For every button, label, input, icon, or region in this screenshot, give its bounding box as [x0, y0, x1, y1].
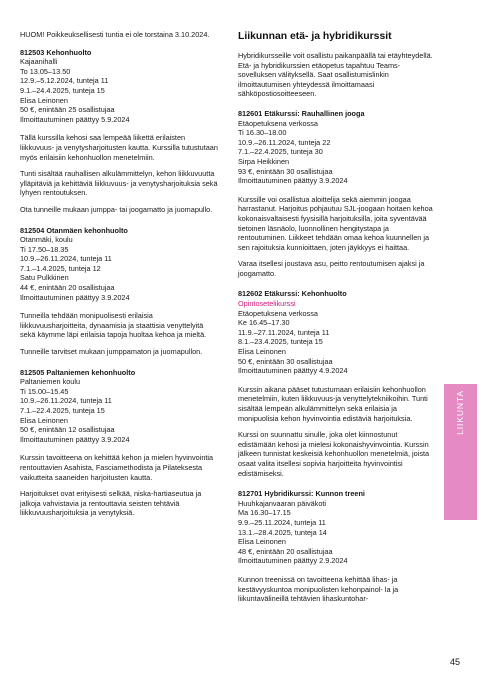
- course-description: Varaa itsellesi joustava asu, peitto rentoutumisen ajaksi ja joogamatto.: [238, 259, 425, 278]
- course-spring-dates: 9.1.–24.4.2025, tunteja 15: [20, 85, 105, 95]
- course-autumn-dates: 9.9.–25.11.2024, tunteja 11: [238, 517, 326, 527]
- voucher-course-badge: Opintosetelikurssi: [238, 299, 296, 309]
- course-price: 93 €, enintään 30 osallistujaa: [238, 166, 333, 176]
- course-spring-dates: 7.1.–1.4.2025, tunteja 12: [20, 263, 101, 273]
- course-location: Etäopetuksena verkossa: [238, 308, 318, 318]
- course-812503: [20, 48, 220, 125]
- course-location: Paltaniemen koulu: [20, 377, 81, 387]
- course-autumn-dates: 10.9.–26.11.2024, tunteja 11: [20, 254, 112, 264]
- course-registration-deadline: Ilmoittautuminen päättyy 3.9.2024: [238, 176, 348, 186]
- course-812504: [20, 226, 220, 303]
- course-registration-deadline: Ilmoittautuminen päättyy 3.9.2024: [20, 292, 130, 302]
- course-description: Tällä kurssilla kehosi saa lempeää liikettä erilaisten liikkuvuus- ja venytysharjoitusten kautta. Kurssilla tutustutaan myös erilaisiin kehonhuollon menetelmiin.: [20, 133, 218, 162]
- course-teacher: Elisa Leinonen: [20, 95, 68, 105]
- course-description: Tunneilla tehdään monipuolisesti erilaisia liikkuvuusharjoitteita, dynaamisia ja staattisia venyttelyitä sekä käymme läpi erilaisia tapoja huoltaa kehoa ja mieltä.: [20, 311, 207, 340]
- course-price: 50 €, enintään 25 osallistujaa: [20, 105, 115, 115]
- course-location: Huuhkajanvaaran päiväkoti: [238, 498, 327, 508]
- course-location: Etäopetuksena verkossa: [238, 118, 318, 128]
- course-spring-dates: 8.1.–23.4.2025, tunteja 15: [238, 337, 323, 347]
- course-teacher: Elisa Leinonen: [238, 347, 286, 357]
- course-description: Tunti sisältää rauhallisen alkulämmittelyn, kehon liikkuvuutta ylläpitäviä ja kehittäviä liikkuvuus- ja venytysharjoituksia sekä lyhyen rentoutuksen.: [20, 169, 218, 198]
- page-number: 45: [449, 657, 460, 667]
- course-registration-deadline: Ilmoittautuminen päättyy 3.9.2024: [20, 434, 130, 444]
- course-title: 812601 Etäkurssi: Rauhallinen jooga: [238, 108, 365, 118]
- course-time: To 13.05–13.50: [20, 66, 71, 76]
- course-teacher: Elisa Leinonen: [20, 415, 68, 425]
- course-autumn-dates: 10.9.–26.11.2024, tunteja 11: [20, 396, 112, 406]
- course-description: Kunnon treenissä on tavoitteena kehittää lihas- ja kestävyyskuntoa monipuolisten kehonpainol- la ja liikuntavälineillä tehtävien lihaskuntohar-: [238, 574, 399, 604]
- course-description: Kurssi on suunnattu sinulle, joka olet kiinnostunut edistämään kehosi ja mielesi kokonaishyvinvointia. Kurssin jälkeen tunnistat keskeisiä kehonhuollon menetelmiä, joista osaat valita itsellesi sopivia harjoitteita hyvinvointisi edistämiseksi.: [238, 430, 430, 478]
- course-teacher: Sirpa Heikkinen: [238, 156, 290, 166]
- course-registration-deadline: Ilmoittautuminen päättyy 2.9.2024: [238, 556, 348, 566]
- course-spring-dates: 7.1.–22.4.2025, tunteja 15: [20, 406, 105, 415]
- course-812701: [238, 489, 436, 566]
- intro-note: HUOM! Poikkeuksellisesti tuntia ei ole torstaina 3.10.2024.: [20, 30, 210, 39]
- course-registration-deadline: Ilmoittautuminen päättyy 4.9.2024: [238, 366, 348, 376]
- course-autumn-dates: 12.9.–5.12.2024, tunteja 11: [20, 76, 109, 86]
- course-location: Kajaanihalli: [20, 57, 58, 67]
- left-column: [20, 30, 220, 525]
- section-tab: [444, 384, 477, 520]
- section-tab-label: LIIKUNTA: [455, 390, 465, 435]
- right-column: [238, 30, 436, 611]
- course-title: 812505 Paltaniemen kehonhuolto: [20, 367, 136, 377]
- course-description: Kurssin aikana pääset tutustumaan erilaisiin kehonhuollon menetelmiin, kuten liikkuvuus-ja venyttelytekniikoihin. Tunti sisältää lempeän alkulämmittelyn sekä erilaisia ja monipuolisia kehon hyvinvointia edistäviä harjoituksia.: [238, 384, 428, 423]
- course-registration-deadline: Ilmoittautuminen päättyy 5.9.2024: [20, 114, 130, 124]
- course-title: 812602 Etäkurssi: Kehonhuolto: [238, 289, 347, 299]
- course-title: 812504 Otanmäen kehonhuolto: [20, 225, 128, 235]
- course-time: Ti 16.30–18.00: [238, 128, 287, 138]
- course-price: 50 €, enintään 12 osallistujaa: [20, 425, 115, 435]
- course-time: Ke 16.45–17.30: [238, 318, 290, 328]
- course-time: Ma 16.30–17.15: [238, 508, 291, 518]
- course-812505: [20, 368, 220, 445]
- course-price: 44 €, enintään 20 osallistujaa: [20, 283, 115, 293]
- course-description: Ota tunneille mukaan jumppa- tai joogamatto ja juomapullo.: [20, 204, 213, 214]
- course-description: Kurssille voi osallistua aloittelija sekä aiemmin joogaa harrastanut. Harjoitus pohjautuu SJL-joogaan hoitaen kehoa kokonaisvaltaisesti fyysisillä harjoituksilla, joita syventävää tietoinen läsnäolo, luonnollinen hengitystapa ja rentoutuminen. Liikkeet tehdään omaa kehoa kuunnellen ja sen rajoituksia kunnioittaen, joten jäykkyys ei haittaa.: [238, 194, 433, 252]
- course-title: 812701 Hybridikurssi: Kunnon treeni: [238, 489, 365, 499]
- course-price: 50 €, enintään 30 osallistujaa: [238, 356, 333, 366]
- section-heading: Liikunnan etä- ja hybridikurssit: [238, 31, 392, 42]
- section-intro-line: Etä- ja hybridikurssien etäopetus tapahtuu Teams-sovelluksen välityksellä. Saat osallistumislinkin ilmoittautumisen yhteydessä ilmoittamaasi sähköpostiosoitteeseen.: [238, 60, 401, 99]
- course-teacher: Elisa Leinonen: [238, 537, 286, 547]
- course-description: Harjoitukset ovat erityisesti selkää, niska-hartiaseutua ja jalkoja vahvistavia ja rentouttavia seisten tehtäviä liikkuvuusharjoituksia ja venytyksiä.: [20, 489, 202, 518]
- course-price: 48 €, enintään 20 osallistujaa: [238, 546, 333, 556]
- course-spring-dates: 13.1.–28.4.2025, tunteja 14: [238, 527, 327, 537]
- course-812602: [238, 289, 436, 375]
- course-teacher: Satu Pulkkinen: [20, 273, 69, 283]
- section-intro: [238, 51, 436, 99]
- course-autumn-dates: 10.9.–26.11.2024, tunteja 22: [238, 137, 331, 147]
- course-location: Otanmäki, koulu: [20, 235, 73, 245]
- course-spring-dates: 7.1.–22.4.2025, tunteja 30: [238, 147, 323, 157]
- course-812601: [238, 109, 436, 186]
- course-time: Ti 17.50–18.35: [20, 244, 69, 254]
- course-time: Ti 15.00–15.45: [20, 386, 69, 396]
- course-autumn-dates: 11.9.–27.11.2024, tunteja 11: [238, 327, 330, 337]
- course-description: Tunneille tarvitset mukaan jumppamaton ja juomapullon.: [20, 347, 203, 357]
- course-title: 812503 Kehonhuolto: [20, 47, 92, 57]
- course-description: Kurssin tavoitteena on kehittää kehon ja mielen hyvinvointia rentouttavien Asahista, Fasciamethodista ja Pilateksesta vaikutteita saaneiden harjoitusten kautta.: [20, 453, 214, 482]
- section-intro-line: Hybridikursseille voit osallistu paikanpäällä tai etäyhteydellä.: [238, 51, 433, 60]
